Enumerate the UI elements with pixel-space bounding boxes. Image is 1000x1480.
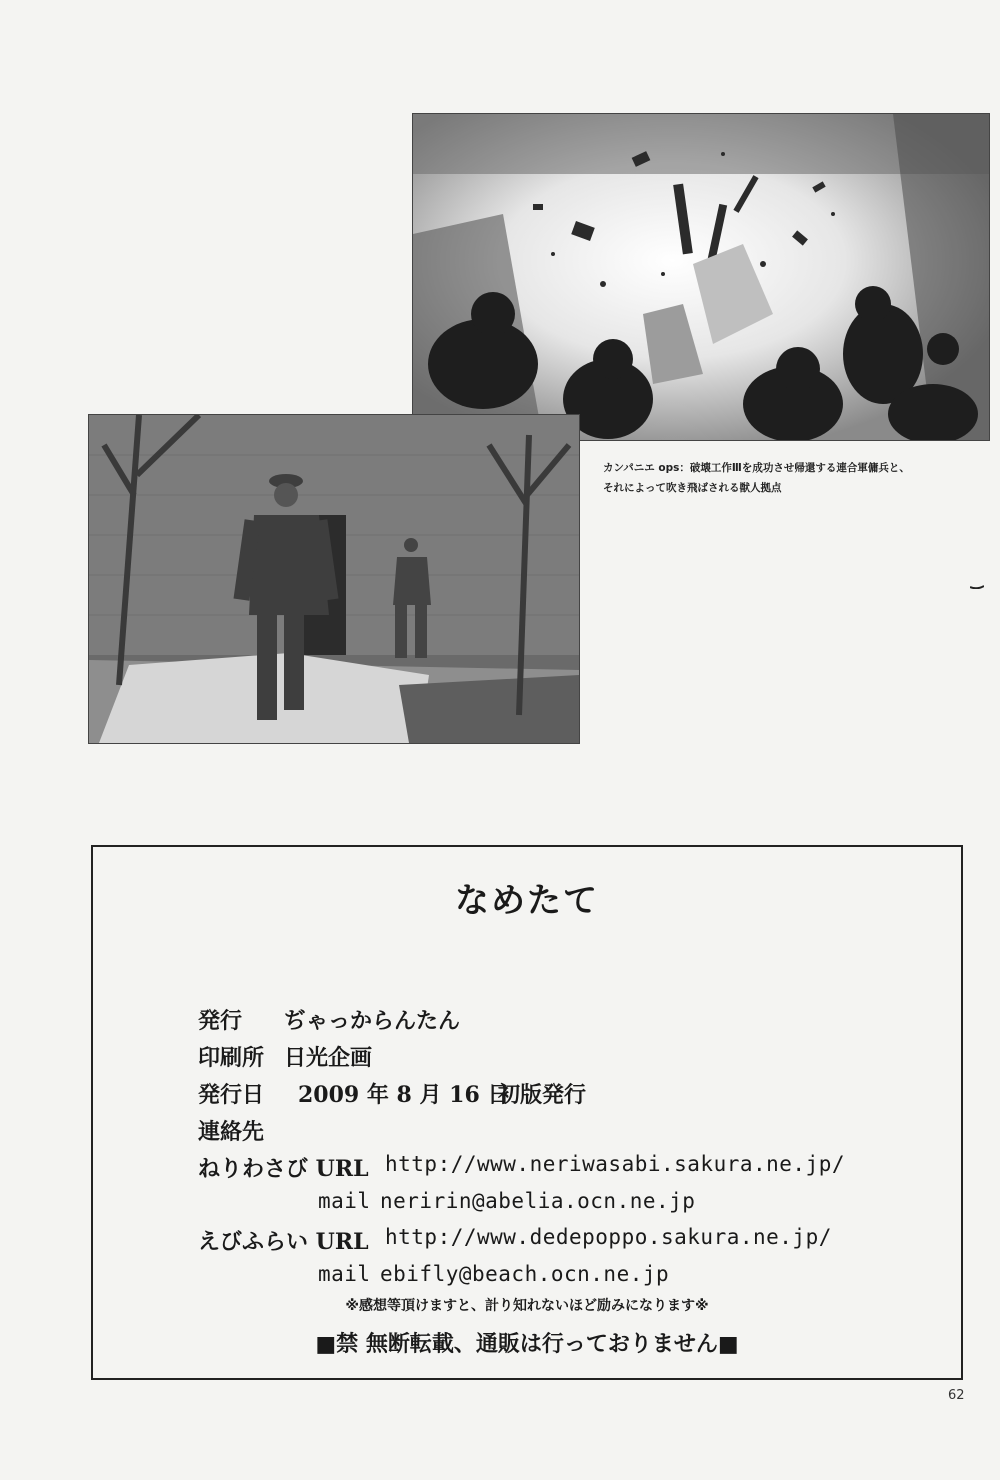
explosion-scene-illustration: [413, 114, 989, 440]
contact-url-link[interactable]: http://www.dedepoppo.sakura.ne.jp/: [385, 1225, 832, 1249]
publisher-row: [198, 1004, 461, 1035]
page-number: 62: [948, 1388, 965, 1403]
contact-row: [198, 1115, 264, 1146]
book-title: なめたて: [455, 881, 599, 921]
colophon-box: [91, 845, 963, 1380]
stray-ink-mark: [970, 585, 984, 589]
photo-caption: [603, 458, 993, 498]
date-value: 2009 年 8 月 16 日: [298, 1082, 510, 1108]
contact-name: ねりわさび URL: [198, 1156, 369, 1182]
printer-value: 日光企画: [284, 1045, 373, 1071]
contact-mail-link[interactable]: neririn@abelia.ocn.ne.jp: [380, 1189, 696, 1213]
feedback-note: ※感想等頂けますと、計り知れないほど励みになります※: [345, 1298, 709, 1314]
officer-scene-illustration: [89, 415, 579, 743]
officer-photo: [88, 414, 580, 744]
caption-line-1: カンパニエ ops：破壊工作Ⅲを成功させ帰還する連合軍傭兵と、: [603, 462, 910, 474]
publisher-value: ぢゃっからんたん: [284, 1008, 461, 1034]
mail-label: mail: [318, 1189, 371, 1213]
contact-url-link[interactable]: http://www.neriwasabi.sakura.ne.jp/: [385, 1152, 846, 1176]
explosion-photo: [412, 113, 990, 441]
contact-label: 連絡先: [198, 1119, 265, 1145]
mail-label: mail: [318, 1262, 371, 1286]
contact-name: えびふらい URL: [198, 1229, 369, 1255]
contact-mail-link[interactable]: ebifly@beach.ocn.ne.jp: [380, 1262, 670, 1286]
publisher-label: 発行: [198, 1008, 243, 1034]
printer-row: [198, 1041, 373, 1072]
date-row: [198, 1078, 587, 1109]
reproduction-warning: ■禁 無断転載、通販は行っておりません■: [315, 1332, 739, 1357]
contact-ebifly-url-row: [198, 1225, 832, 1256]
edition-value: 初版発行: [498, 1082, 587, 1108]
caption-line-2: それによって吹き飛ばされる獣人拠点: [603, 482, 782, 494]
date-label: 発行日: [198, 1082, 265, 1108]
printer-label: 印刷所: [198, 1045, 265, 1071]
contact-neriwasabi-url-row: [198, 1152, 846, 1183]
